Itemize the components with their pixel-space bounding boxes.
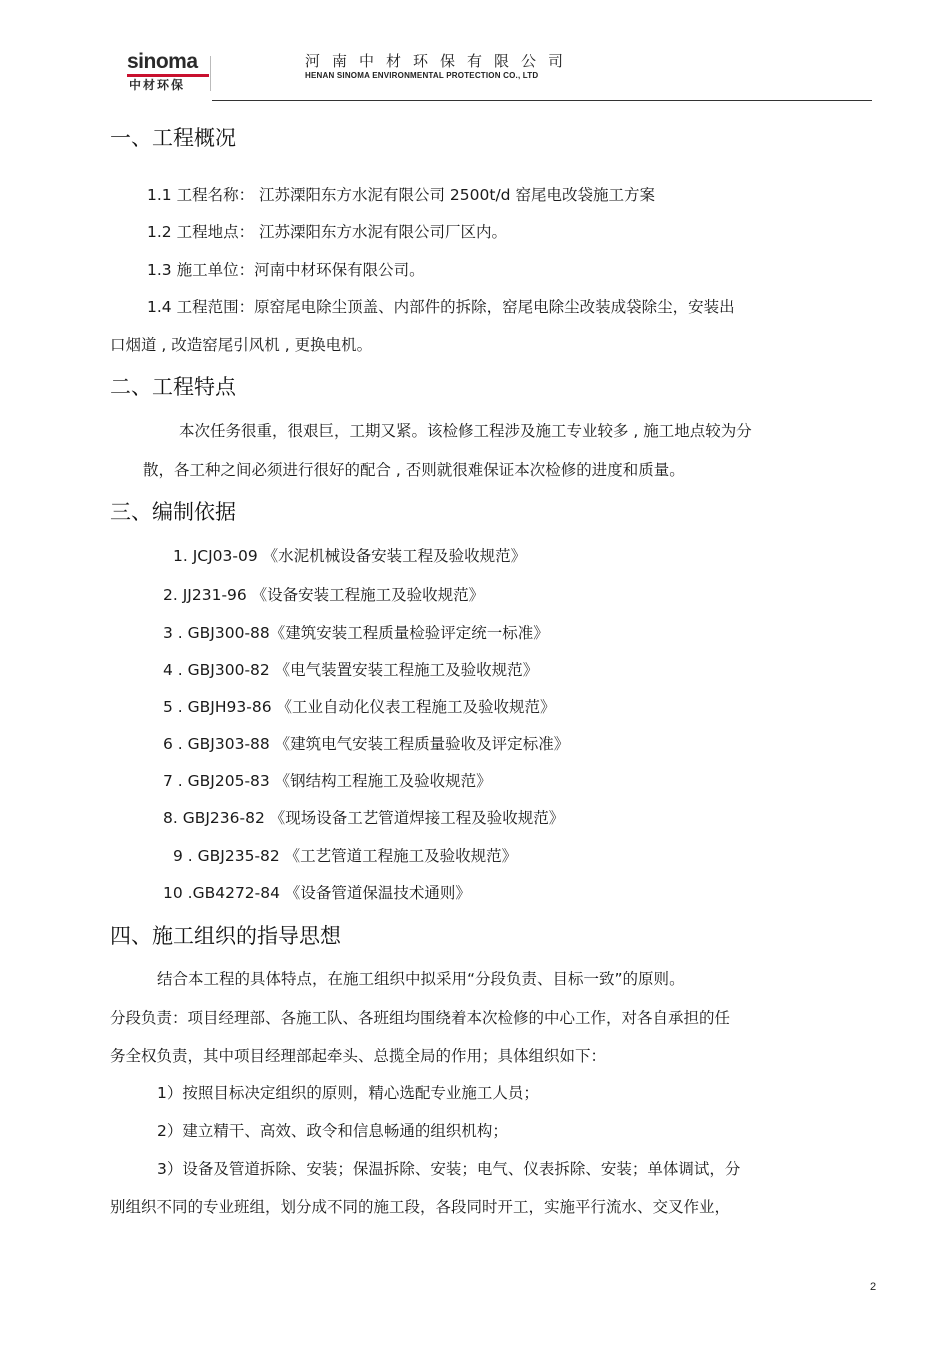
reference-item: 9 . GBJ235-82 《工艺管道工程施工及验收规范》 xyxy=(173,847,518,865)
logo-red-bar xyxy=(127,74,209,77)
reference-item: 1. JCJ03-09 《水泥机械设备安装工程及验收规范》 xyxy=(173,547,527,565)
header-rule xyxy=(212,100,872,101)
header-divider xyxy=(210,56,211,91)
reference-item: 5 . GBJH93-86 《工业自动化仪表工程施工及验收规范》 xyxy=(163,698,556,716)
reference-item: 3 . GBJ300-88《建筑安装工程质量检验评定统一标准》 xyxy=(163,624,549,642)
section-heading: 四、施工组织的指导思想 xyxy=(110,924,341,948)
reference-item: 10 .GB4272-84 《设备管道保温技术通则》 xyxy=(163,884,471,902)
paragraph-line: 口烟道 , 改造窑尾引风机 , 更换电机。 xyxy=(110,336,373,354)
logo-chinese-mark: 中材环保 xyxy=(129,78,186,92)
paragraph-line: 务全权负责，其中项目经理部起牵头、总揽全局的作用；具体组织如下： xyxy=(110,1047,607,1065)
sinoma-logo xyxy=(127,51,209,93)
paragraph-line: 散，各工种之间必须进行很好的配合 , 否则就很难保证本次检修的进度和质量。 xyxy=(143,461,685,479)
page-number: 2 xyxy=(870,1281,877,1293)
paragraph-line: 1.2 工程地点： 江苏溧阳东方水泥有限公司厂区内。 xyxy=(147,223,508,241)
reference-item: 7 . GBJ205-83 《钢结构工程施工及验收规范》 xyxy=(163,772,492,790)
reference-item: 8. GBJ236-82 《现场设备工艺管道焊接工程及验收规范》 xyxy=(163,809,565,827)
paragraph-line: 结合本工程的具体特点，在施工组织中拟采用“分段负责、目标一致”的原则。 xyxy=(157,970,685,988)
section-heading: 二、工程特点 xyxy=(110,375,236,399)
paragraph-line: 别组织不同的专业班组，划分成不同的施工段，各段同时开工，实施平行流水、交叉作业， xyxy=(110,1198,731,1216)
reference-item: 2. JJ231-96 《设备安装工程施工及验收规范》 xyxy=(163,586,485,604)
reference-item: 4 . GBJ300-82 《电气装置安装工程施工及验收规范》 xyxy=(163,661,539,679)
list-item: 3）设备及管道拆除、安装；保温拆除、安装；电气、仪表拆除、安装；单体调试，分 xyxy=(157,1160,741,1178)
paragraph-line: 本次任务很重，很艰巨，工期又紧。该检修工程涉及施工专业较多 , 施工地点较为分 xyxy=(179,422,752,440)
logo-wordmark: sinoma xyxy=(127,50,198,73)
list-item: 2）建立精干、高效、政令和信息畅通的组织机构； xyxy=(157,1122,508,1140)
reference-item: 6 . GBJ303-88 《建筑电气安装工程质量验收及评定标准》 xyxy=(163,735,570,753)
paragraph-line: 1.1 工程名称： 江苏溧阳东方水泥有限公司 2500t/d 窑尾电改袋施工方案 xyxy=(147,186,655,204)
paragraph-line: 分段负责：项目经理部、各施工队、各班组均围绕着本次检修的中心工作，对各自承担的任 xyxy=(110,1009,731,1027)
list-item: 1）按照目标决定组织的原则，精心选配专业施工人员； xyxy=(157,1084,539,1102)
paragraph-line: 1.4 工程范围：原窑尾电除尘顶盖、内部件的拆除，窑尾电除尘改装成袋除尘，安装出 xyxy=(147,298,735,316)
company-name-en: HENAN SINOMA ENVIRONMENTAL PROTECTION CO., LTD xyxy=(305,71,539,80)
company-name-cn: 河南中材环保有限公司 xyxy=(305,52,576,70)
section-heading: 三、编制依据 xyxy=(110,500,236,524)
section-heading: 一、工程概况 xyxy=(110,126,236,150)
paragraph-line: 1.3 施工单位：河南中材环保有限公司。 xyxy=(147,261,425,279)
